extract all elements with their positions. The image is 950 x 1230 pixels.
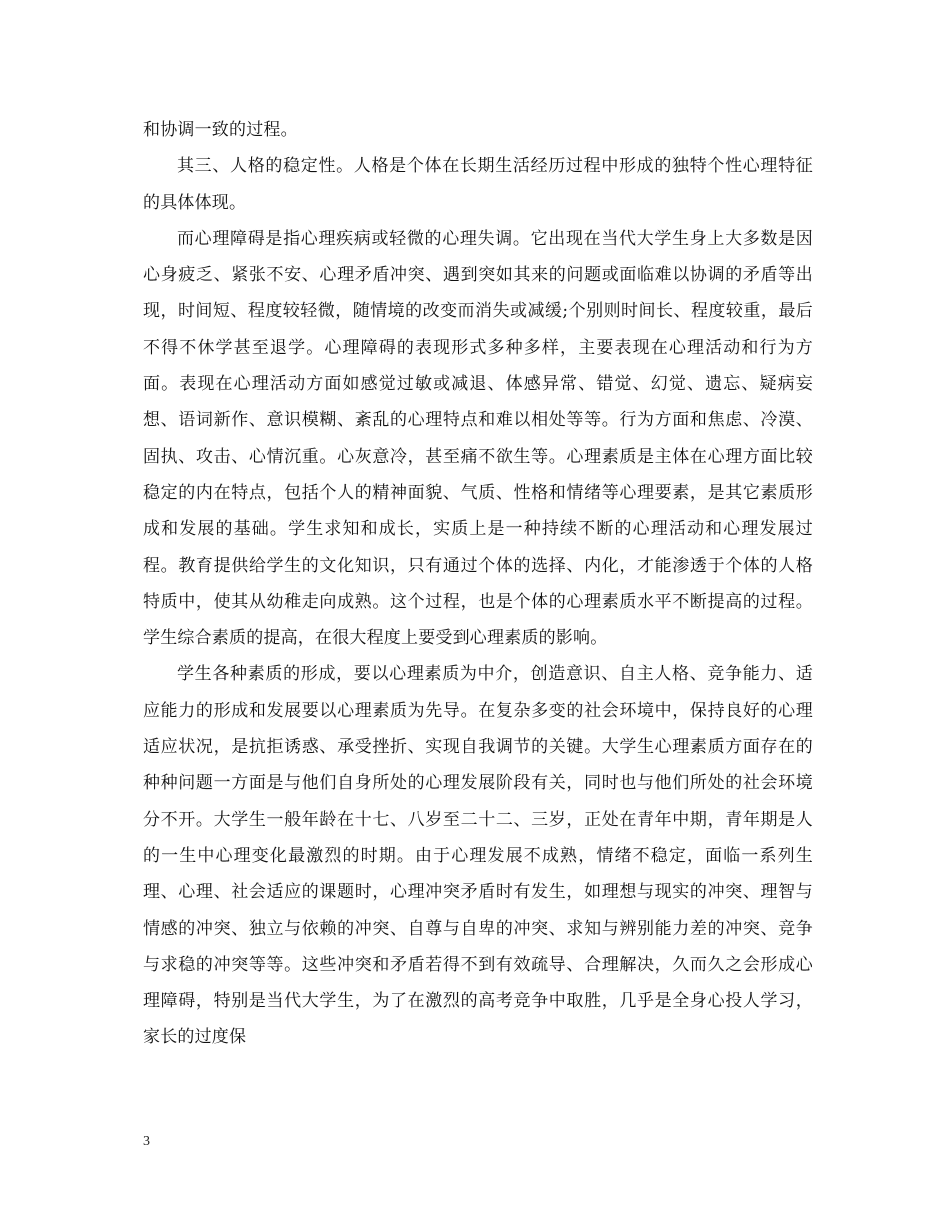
paragraph-psychological-disorder: 而心理障碍是指心理疾病或轻微的心理失调。它出现在当代大学生身上大多数是因心身疲乏、紧张不安、心理矛盾冲突、遇到突如其来的问题或面临难以协调的矛盾等出现，时间短、程度较轻微，随情境的改变而消失或减缓;个别则时间长、程度较重，最后不得不休学甚至退学。心理障碍的表现形式多种多样，主要表现在心理活动和行为方面。表现在心理活动方面如感觉过敏或减退、体感异常、错觉、幻觉、遗忘、疑病妄想、语词新作、意识模糊、紊乱的心理特点和难以相处等等。行为方面和焦虑、冷漠、固执、攻击、心情沉重。心灰意冷，甚至痛不欲生等。心理素质是主体在心理方面比较稳定的内在特点，包括个人的精神面貌、气质、性格和情绪等心理要素，是其它素质形成和发展的基础。学生求知和成长，实质上是一种持续不断的心理活动和心理发展过程。教育提供给学生的文化知识，只有通过个体的选择、内化，才能渗透于个体的人格特质中，使其从幼稚走向成熟。这个过程，也是个体的心理素质水平不断提高的过程。学生综合素质的提高，在很大程度上要受到心理素质的影响。 — [143, 228, 813, 649]
paragraph-student-qualities: 学生各种素质的形成，要以心理素质为中介，创造意识、自主人格、竞争能力、适应能力的形成和发展要以心理素质为先导。在复杂多变的社会环境中，保持良好的心理适应状况，是抗拒诱惑、承受挫折、实现自我调节的关键。大学生心理素质方面存在的种种问题一方面是与他们自身所处的心理发展阶段有关，同时也与他们所处的社会环境分不开。大学生一般年龄在十七、八岁至二十二、三岁，正处在青年中期，青年期是人的一生中心理变化最激烈的时期。由于心理发展不成熟，情绪不稳定，面临一系列生理、心理、社会适应的课题时，心理冲突矛盾时有发生，如理想与现实的冲突、理智与情感的冲突、独立与依赖的冲突、自尊与自卑的冲突、求知与辨别能力差的冲突、竞争与求稳的冲突等等。这些冲突和矛盾若得不到有效疏导、合理解决，久而久之会形成心理障碍，特别是当代大学生，为了在激烈的高考竞争中取胜，几乎是全身心投人学习，家长的过度保 — [143, 664, 813, 1048]
page-number: 3 — [143, 1134, 150, 1149]
paragraph-continuation: 和协调一致的过程。 — [143, 120, 298, 140]
body-text — [143, 112, 813, 1056]
paragraph-personality-stability: 其三、人格的稳定性。人格是个体在长期生活经历过程中形成的独特个性心理特征的具体体现。 — [143, 156, 813, 213]
